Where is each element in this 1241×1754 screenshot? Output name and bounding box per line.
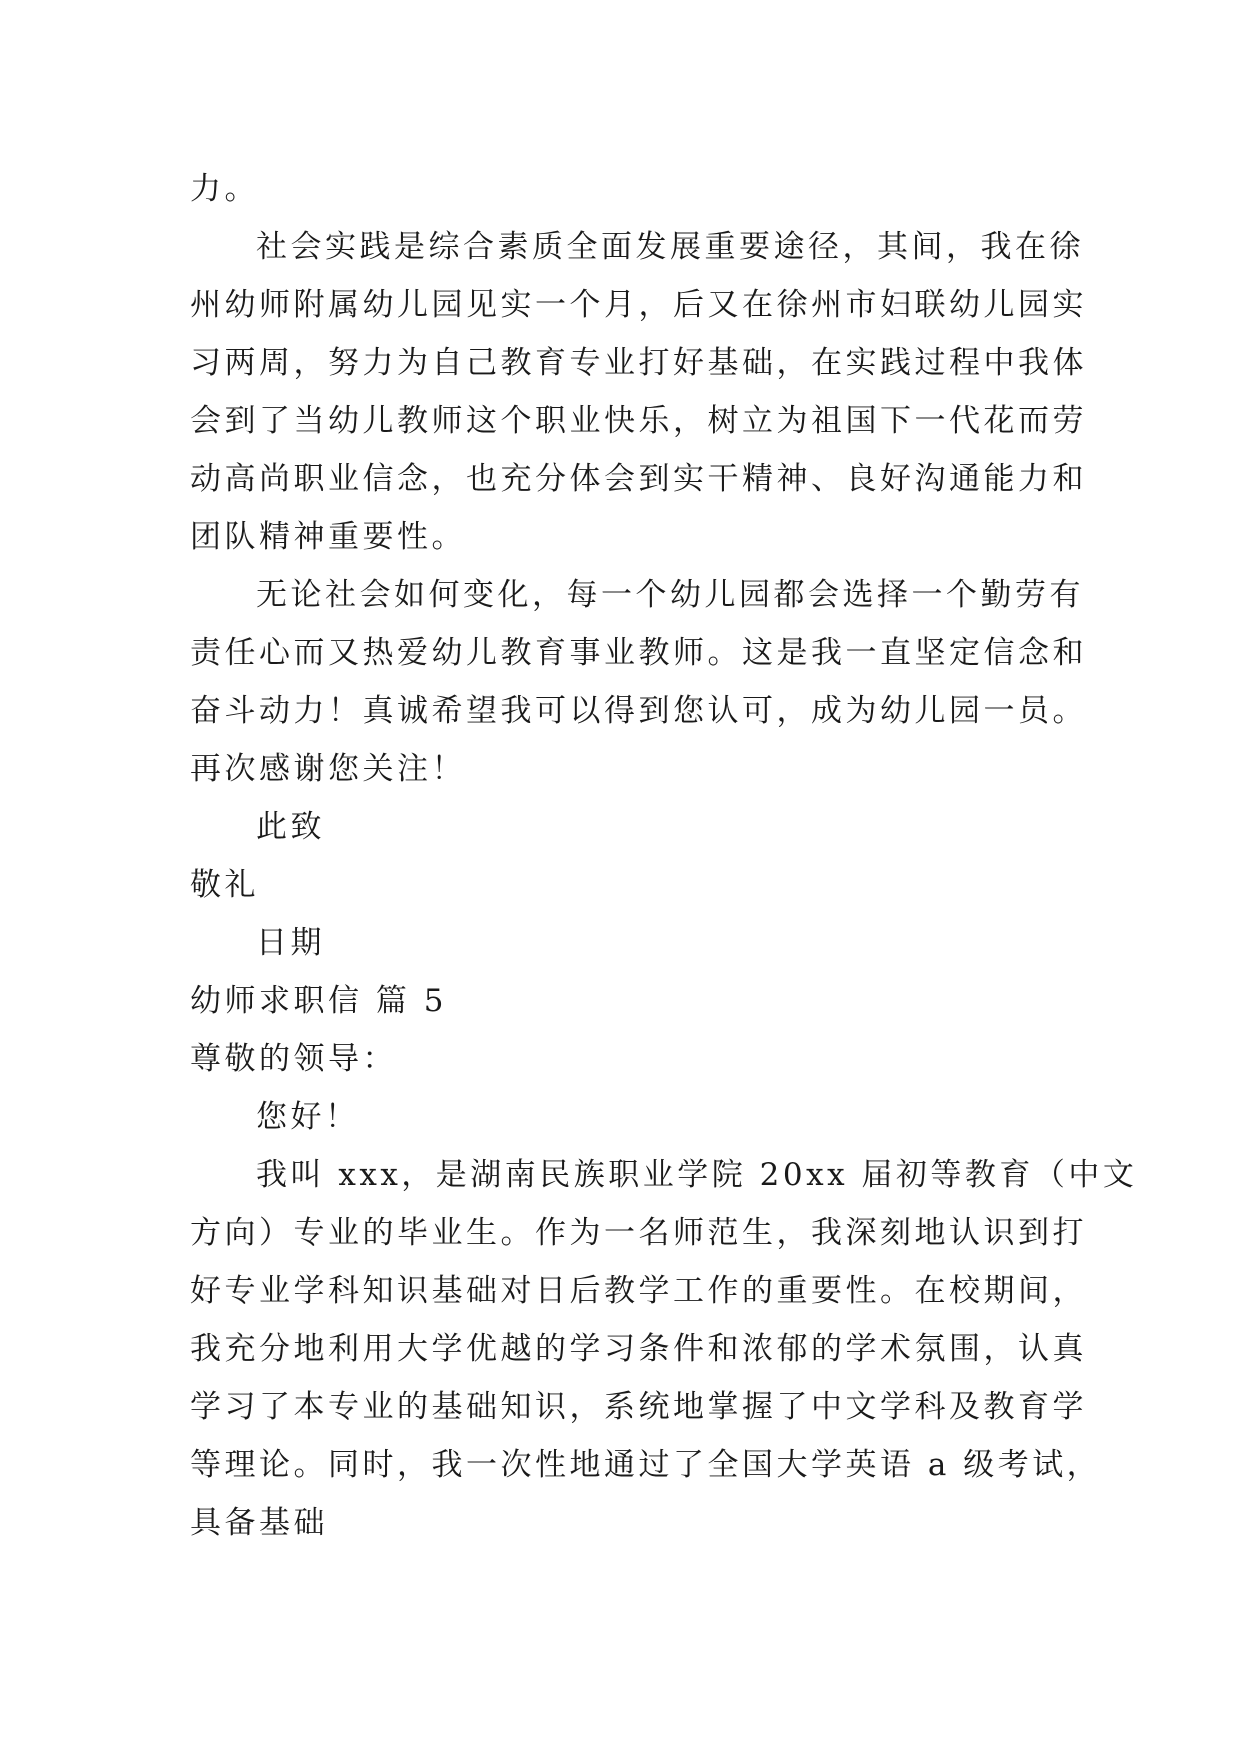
closing-regards: 敬礼: [190, 867, 259, 903]
text-line: 再次感谢您关注！: [190, 751, 466, 787]
greeting-hello: 您好！: [256, 1099, 360, 1135]
text-line: 具备基础: [190, 1505, 328, 1541]
text-line: 方向）专业的毕业生。作为一名师范生，我深刻地认识到打: [190, 1215, 1087, 1251]
date-label: 日期: [256, 925, 325, 961]
text-line: 州幼师附属幼儿园见实一个月，后又在徐州市妇联幼儿园实: [190, 287, 1087, 323]
text-line: 责任心而又热爱幼儿教育事业教师。这是我一直坚定信念和: [190, 635, 1087, 671]
text-line: 会到了当幼儿教师这个职业快乐，树立为祖国下一代花而劳: [190, 403, 1087, 439]
letter-body: [190, 160, 1138, 1552]
greeting-recipient: 尊敬的领导：: [190, 1041, 397, 1077]
text-line: 我充分地利用大学优越的学习条件和浓郁的学术氛围，认真: [190, 1331, 1087, 1367]
closing-salutation: 此致: [256, 809, 325, 845]
text-line: 无论社会如何变化，每一个幼儿园都会选择一个勤劳有: [256, 577, 1084, 613]
text-line: 团队精神重要性。: [190, 519, 466, 555]
section-title: 幼师求职信 篇 5: [190, 983, 447, 1019]
text-line: 习两周，努力为自己教育专业打好基础，在实践过程中我体: [190, 345, 1087, 381]
text-line: 等理论。同时，我一次性地通过了全国大学英语 a 级考试，: [190, 1447, 1102, 1483]
text-line: 社会实践是综合素质全面发展重要途径，其间，我在徐: [256, 229, 1084, 265]
text-line: 力。: [190, 171, 259, 207]
text-line: 学习了本专业的基础知识，系统地掌握了中文学科及教育学: [190, 1389, 1087, 1425]
text-line: 动高尚职业信念，也充分体会到实干精神、良好沟通能力和: [190, 461, 1087, 497]
text-line: 我叫 xxx，是湖南民族职业学院 20xx 届初等教育（中文: [256, 1157, 1138, 1193]
text-line: 奋斗动力！真诚希望我可以得到您认可，成为幼儿园一员。: [190, 693, 1087, 729]
text-line: 好专业学科知识基础对日后教学工作的重要性。在校期间，: [190, 1273, 1087, 1309]
